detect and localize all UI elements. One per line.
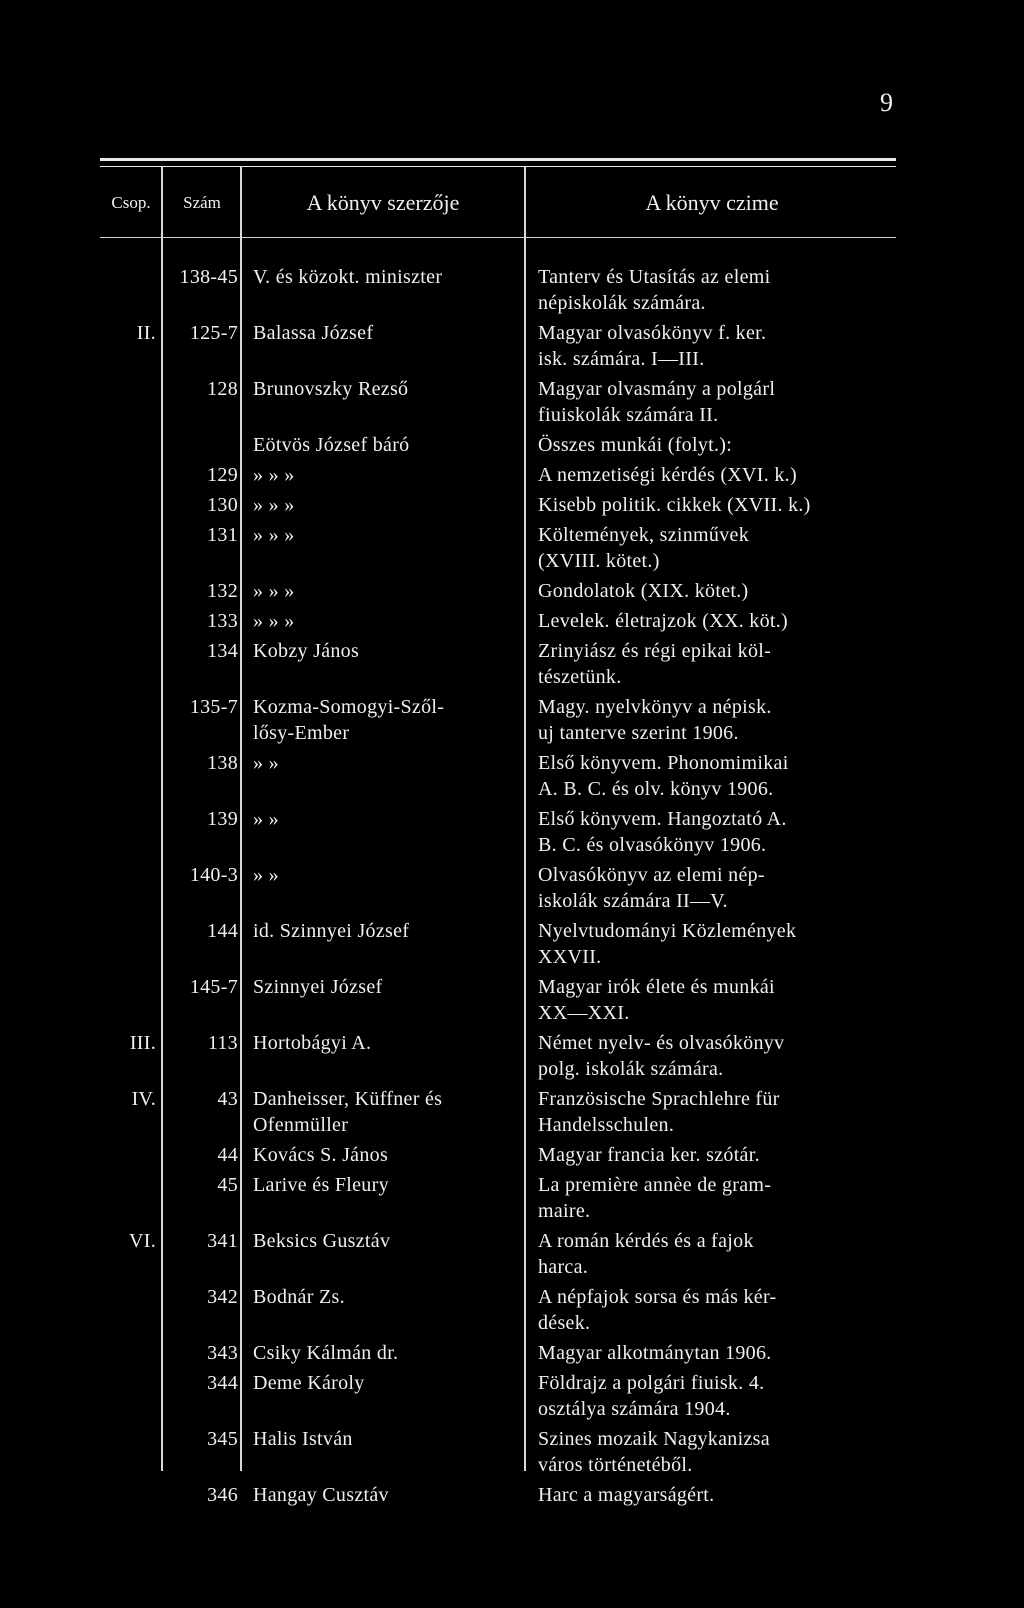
- number-cell: 145-7: [189, 976, 238, 998]
- author-cell: Deme Károly: [253, 1372, 365, 1394]
- author-cell: Kobzy János: [253, 640, 360, 662]
- author-cell: Hortobágyi A.: [253, 1032, 372, 1054]
- author-cell: V. és közokt. miniszter: [253, 266, 443, 288]
- author-cell: » » »: [253, 610, 295, 632]
- title-cell: A népfajok sorsa és más kér- dések.: [538, 1286, 777, 1334]
- table-row: [0, 492, 1024, 518]
- number-cell: 138-45: [179, 266, 238, 288]
- author-cell: Hangay Cusztáv: [253, 1484, 389, 1506]
- title-cell: Magy. nyelvkönyv a népisk. uj tanterve szerint 1906.: [538, 696, 772, 744]
- author-cell: Larive és Fleury: [253, 1174, 389, 1196]
- title-cell: Nyelvtudományi Közlemények XXVII.: [538, 920, 797, 968]
- table-row: [0, 806, 1024, 858]
- author-cell: Szinnyei József: [253, 976, 383, 998]
- table-row: [0, 1142, 1024, 1168]
- group-cell: III.: [129, 1032, 156, 1054]
- author-cell: » »: [253, 752, 279, 774]
- table-row: [0, 432, 1024, 458]
- header-group: Csop.: [111, 193, 151, 212]
- number-cell: 130: [207, 494, 238, 516]
- author-cell: » »: [253, 864, 279, 886]
- title-cell: Französische Sprachlehre für Handelsschulen.: [538, 1088, 780, 1136]
- title-cell: Gondolatok (XIX. kötet.): [538, 580, 749, 602]
- header-rule: [100, 237, 896, 238]
- title-cell: Harc a magyarságért.: [538, 1484, 715, 1506]
- author-cell: » » »: [253, 464, 295, 486]
- title-cell: La première annèe de gram- maire.: [538, 1174, 772, 1222]
- author-cell: » » »: [253, 524, 295, 546]
- number-cell: 134: [207, 640, 238, 662]
- table-row: [0, 694, 1024, 746]
- page-number: 9: [880, 88, 893, 117]
- table-row: [0, 1086, 1024, 1138]
- author-cell: Halis István: [253, 1428, 353, 1450]
- title-cell: Magyar francia ker. szótár.: [538, 1144, 760, 1166]
- table-row: [0, 1228, 1024, 1280]
- table-row: [0, 522, 1024, 574]
- table-row: [0, 264, 1024, 316]
- number-cell: 341: [207, 1230, 238, 1252]
- title-cell: Magyar alkotmánytan 1906.: [538, 1342, 772, 1364]
- table-row: [0, 1172, 1024, 1224]
- number-cell: 343: [207, 1342, 238, 1364]
- table-row: [0, 1482, 1024, 1508]
- number-cell: 132: [207, 580, 238, 602]
- number-cell: 44: [217, 1144, 238, 1166]
- title-cell: Olvasókönyv az elemi nép- iskolák számára II—V.: [538, 864, 765, 912]
- number-cell: 135-7: [189, 696, 238, 718]
- number-cell: 139: [207, 808, 238, 830]
- title-cell: A román kérdés és a fajok harca.: [538, 1230, 754, 1278]
- table-row: [0, 862, 1024, 914]
- number-cell: 128: [207, 378, 238, 400]
- author-cell: Danheisser, Küffner és Ofenmüller: [253, 1088, 443, 1136]
- header-author: A könyv szerzője: [306, 190, 460, 215]
- title-cell: Első könyvem. Hangoztató A. B. C. és olvasókönyv 1906.: [538, 808, 787, 856]
- group-cell: IV.: [131, 1088, 156, 1110]
- header-number: Szám: [183, 193, 221, 212]
- author-cell: » » »: [253, 580, 295, 602]
- table-row: [0, 1030, 1024, 1082]
- number-cell: 138: [207, 752, 238, 774]
- number-cell: 129: [207, 464, 238, 486]
- table-row: [0, 1426, 1024, 1478]
- title-cell: Első könyvem. Phonomimikai A. B. C. és olv. könyv 1906.: [538, 752, 789, 800]
- top-rule-thin: [100, 166, 896, 167]
- table-row: [0, 1340, 1024, 1366]
- title-cell: Magyar irók élete és munkái XX—XXI.: [538, 976, 775, 1024]
- table-row: [0, 918, 1024, 970]
- group-cell: VI.: [128, 1230, 156, 1252]
- number-cell: 144: [207, 920, 238, 942]
- author-cell: Csiky Kálmán dr.: [253, 1342, 399, 1364]
- number-cell: 45: [217, 1174, 238, 1196]
- number-cell: 113: [207, 1032, 238, 1054]
- number-cell: 345: [207, 1428, 238, 1450]
- table-row: [0, 376, 1024, 428]
- number-cell: 43: [217, 1088, 238, 1110]
- title-cell: Magyar olvasókönyv f. ker. isk. számára. I—III.: [538, 322, 767, 370]
- table-row: [0, 1284, 1024, 1336]
- title-cell: A nemzetiségi kérdés (XVI. k.): [538, 464, 797, 486]
- top-rule-thick: [100, 158, 896, 161]
- title-cell: Szines mozaik Nagykanizsa város történetéből.: [538, 1428, 770, 1476]
- header-title: A könyv czime: [645, 190, 779, 215]
- table-row: [0, 320, 1024, 372]
- author-cell: Eötvös József báró: [253, 434, 410, 456]
- table-row: [0, 462, 1024, 488]
- table-row: [0, 1370, 1024, 1422]
- number-cell: 131: [207, 524, 238, 546]
- title-cell: Tanterv és Utasítás az elemi népiskolák számára.: [538, 266, 771, 314]
- number-cell: 346: [207, 1484, 238, 1506]
- title-cell: Levelek. életrajzok (XX. köt.): [538, 610, 789, 632]
- author-cell: Kozma-Somogyi-Szől- lősy-Ember: [253, 696, 445, 744]
- title-cell: Költemények, szinművek (XVIII. kötet.): [538, 524, 749, 572]
- table-row: [0, 974, 1024, 1026]
- title-cell: Magyar olvasmány a polgárl fiuiskolák számára II.: [538, 378, 776, 426]
- author-cell: Brunovszky Rezső: [253, 378, 409, 400]
- table-row: [0, 750, 1024, 802]
- author-cell: » »: [253, 808, 279, 830]
- author-cell: Balassa József: [253, 322, 374, 344]
- title-cell: Zrinyiász és régi epikai köl- tészetünk.: [538, 640, 772, 688]
- number-cell: 342: [207, 1286, 238, 1308]
- group-cell: II.: [136, 322, 156, 344]
- number-cell: 140-3: [189, 864, 238, 886]
- table-row: [0, 608, 1024, 634]
- author-cell: Bodnár Zs.: [253, 1286, 345, 1308]
- title-cell: Kisebb politik. cikkek (XVII. k.): [538, 494, 811, 516]
- title-cell: Földrajz a polgári fiuisk. 4. osztálya számára 1904.: [538, 1372, 765, 1420]
- number-cell: 133: [207, 610, 238, 632]
- number-cell: 344: [207, 1372, 238, 1394]
- table-row: [0, 578, 1024, 604]
- author-cell: » » »: [253, 494, 295, 516]
- number-cell: 125-7: [189, 322, 238, 344]
- author-cell: id. Szinnyei József: [253, 920, 410, 942]
- author-cell: Beksics Gusztáv: [253, 1230, 391, 1252]
- table-row: [0, 638, 1024, 690]
- title-cell: Összes munkái (folyt.):: [538, 434, 733, 456]
- title-cell: Német nyelv- és olvasókönyv polg. iskolák számára.: [538, 1032, 785, 1080]
- author-cell: Kovács S. János: [253, 1144, 389, 1166]
